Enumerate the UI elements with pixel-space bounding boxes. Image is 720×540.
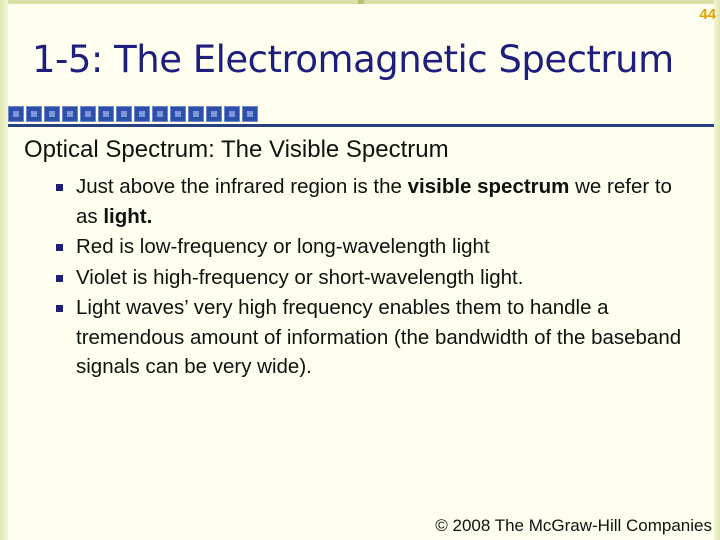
square-bullet-icon [56, 305, 63, 312]
square-bullet-icon [56, 275, 63, 282]
bullet-text [76, 175, 672, 228]
bullet-item [56, 263, 696, 293]
slide-title: 1-5: The Electromagnetic Spectrum [32, 38, 674, 81]
section-heading: Optical Spectrum: The Visible Spectrum [24, 136, 449, 163]
bullet-item [56, 232, 696, 262]
bullet-text-part: we refer to as [76, 175, 672, 228]
bullet-text: Light waves’ very high frequency enables them to handle a tremendous amount of information (the bandwidth of the baseband signals can be very wide). [76, 296, 682, 378]
square-bullet-icon [56, 244, 63, 251]
right-frame-border [714, 0, 720, 540]
copyright-footer: © 2008 The McGraw-Hill Companies [435, 516, 712, 535]
left-frame-border [0, 0, 8, 540]
bullet-text-bold: light. [103, 204, 153, 228]
decorative-squares [8, 106, 260, 122]
square-bullet-icon [56, 184, 63, 191]
bullet-text: Violet is high-frequency or short-wavelength light. [76, 265, 524, 289]
top-frame-border [8, 0, 714, 4]
bullet-item [56, 293, 696, 382]
title-underline-bar [8, 124, 714, 127]
bullet-text: Red is low-frequency or long-wavelength light [76, 235, 490, 258]
bullet-text-bold: visible spectrum [407, 175, 570, 198]
bullet-list [56, 172, 696, 383]
slide-number: 44 [699, 6, 716, 23]
bullet-text-part: Just above the infrared region is the [76, 175, 408, 198]
bullet-item [56, 172, 696, 231]
